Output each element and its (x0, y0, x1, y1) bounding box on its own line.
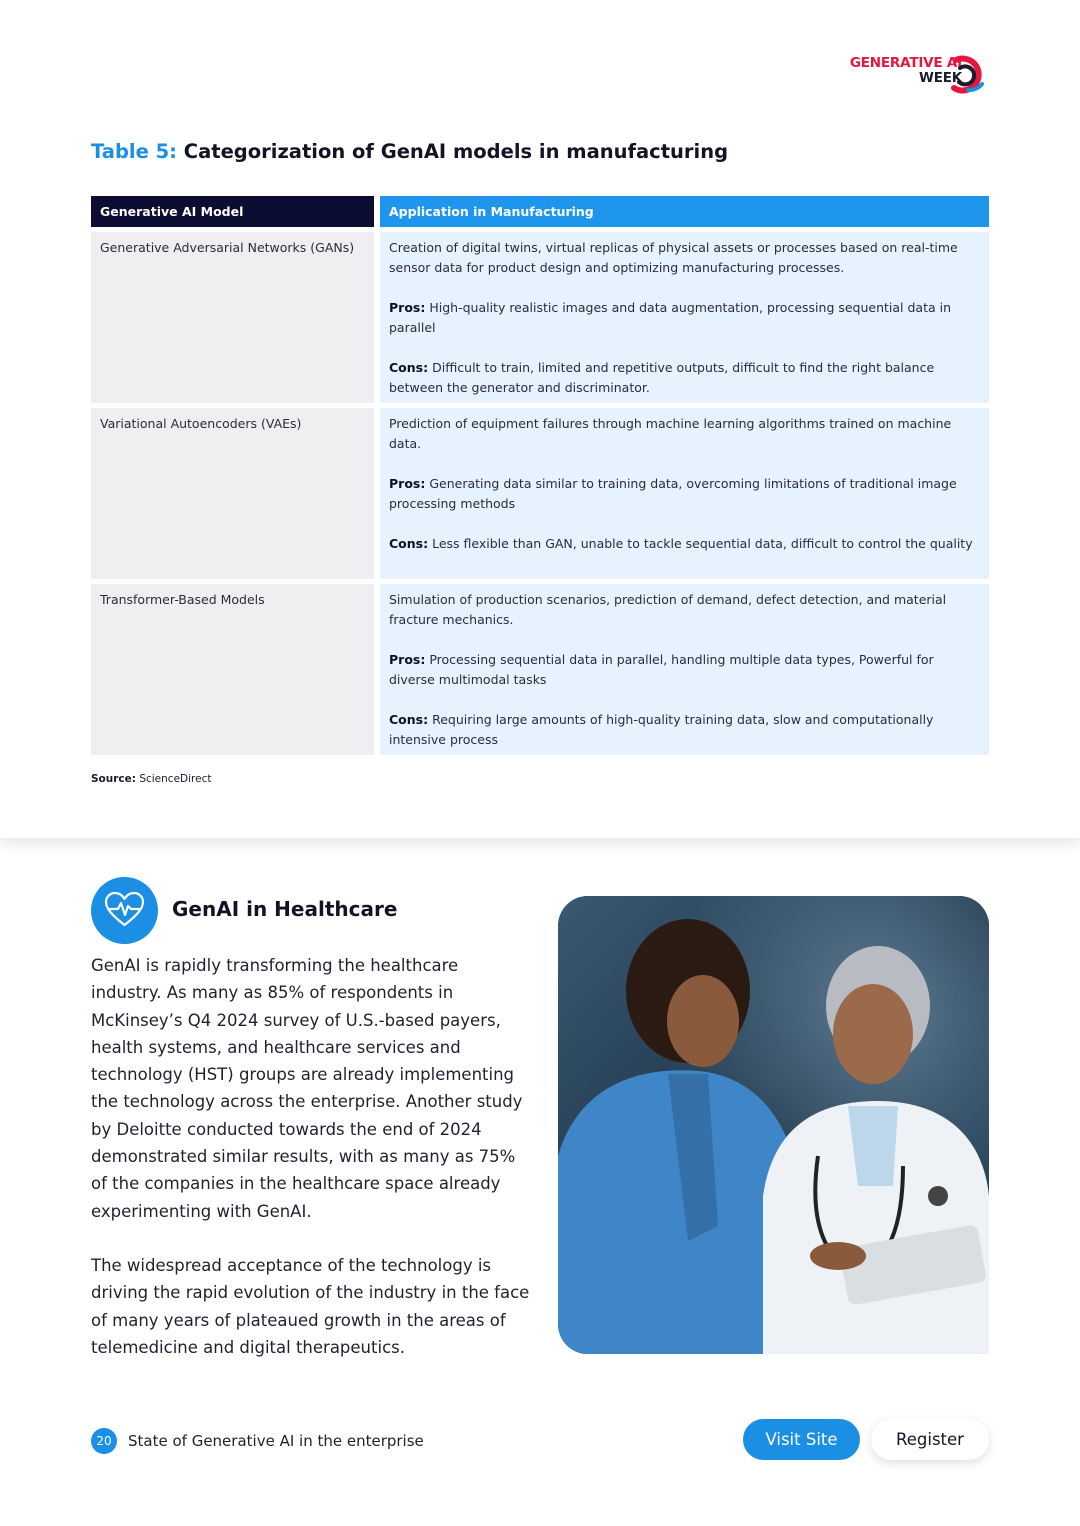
application-cell (380, 584, 989, 755)
cons-value: Less flexible than GAN, unable to tackle sequential data, difficult to control the quality (432, 536, 973, 551)
source-label: Source: (91, 773, 136, 785)
table-header-row (91, 196, 989, 227)
column-header-application: Application in Manufacturing (380, 196, 989, 227)
table-title (91, 140, 728, 163)
table-row (91, 232, 989, 403)
cons-text (389, 534, 980, 554)
application-text: Prediction of equipment failures through machine learning algorithms trained on machine data. (389, 416, 952, 451)
page-number-badge: 20 (91, 1428, 117, 1454)
brand-mark-icon (948, 54, 988, 96)
pros-text (389, 474, 980, 514)
pros-text (389, 298, 980, 338)
model-cell: Variational Autoencoders (VAEs) (91, 408, 374, 579)
model-cell: Transformer-Based Models (91, 584, 374, 755)
categorization-table (91, 196, 989, 755)
model-cell: Generative Adversarial Networks (GANs) (91, 232, 374, 403)
body-paragraph: The widespread acceptance of the technology is driving the rapid evolution of the industry in the face of many years of plateaued growth in the areas of telemedicine and digital therapeutics. (91, 1255, 530, 1357)
application-cell (380, 408, 989, 579)
body-paragraph: GenAI is rapidly transforming the healthcare industry. As many as 85% of respondents in McKinsey’s Q4 2024 survey of U.S.-based payers, health systems, and healthcare services and technology (HST) groups are already implementing the technology across the enterprise. Another study by Deloitte conducted towards the end of 2024 demonstrated similar results, with as many as 75% of the companies in the healthcare space already experimenting with GenAI. (91, 956, 523, 1221)
pros-value: Generating data similar to training data, overcoming limitations of traditional image processing methods (389, 476, 957, 511)
register-button[interactable]: Register (871, 1419, 989, 1460)
visit-site-button[interactable]: Visit Site (743, 1419, 860, 1460)
cons-text (389, 358, 980, 398)
table-number: Table 5: (91, 140, 177, 163)
footer-doc-title: State of Generative AI in the enterprise (128, 1432, 424, 1450)
section-body (91, 952, 531, 1361)
pros-text (389, 650, 980, 690)
healthcare-photo (558, 896, 989, 1354)
pros-label: Pros: (389, 300, 426, 315)
cons-label: Cons: (389, 360, 429, 375)
brand-logo[interactable] (838, 54, 988, 96)
section-title: GenAI in Healthcare (172, 897, 398, 921)
pros-value: High-quality realistic images and data augmentation, processing sequential data in parallel (389, 300, 952, 335)
pros-value: Processing sequential data in parallel, handling multiple data types, Powerful for diverse multimodal tasks (389, 652, 934, 687)
source-value: ScienceDirect (139, 773, 212, 785)
table-source (91, 773, 211, 785)
table-title-text: Categorization of GenAI models in manufacturing (183, 140, 729, 163)
cons-value: Requiring large amounts of high-quality training data, slow and computationally intensive process (389, 712, 934, 747)
logo-line-2: WEEK (919, 70, 962, 86)
pros-label: Pros: (389, 476, 426, 491)
column-header-model: Generative AI Model (91, 196, 374, 227)
cons-value: Difficult to train, limited and repetitive outputs, difficult to find the right balance between the generator and discriminator. (389, 360, 935, 395)
cons-label: Cons: (389, 536, 429, 551)
application-cell (380, 232, 989, 403)
pros-label: Pros: (389, 652, 426, 667)
cons-label: Cons: (389, 712, 429, 727)
application-text: Creation of digital twins, virtual replicas of physical assets or processes based on real-time sensor data for product design and optimizing manufacturing processes. (389, 240, 958, 275)
table-row (91, 408, 989, 579)
cons-text (389, 710, 980, 750)
table-row (91, 584, 989, 755)
logo-line-1: GENERATIVE AI (849, 55, 962, 71)
application-text: Simulation of production scenarios, prediction of demand, defect detection, and material fracture mechanics. (389, 592, 947, 627)
heartbeat-icon (91, 877, 158, 944)
